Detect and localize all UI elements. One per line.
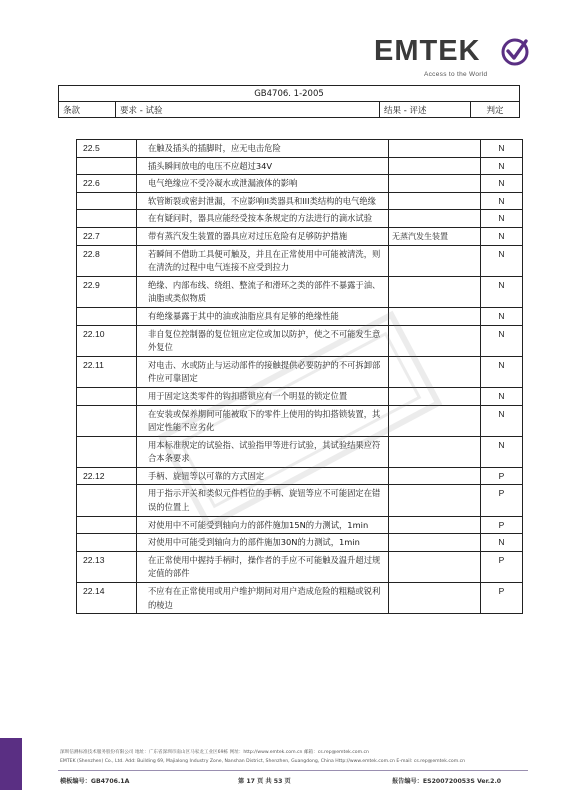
table-row	[77, 516, 523, 534]
verdict-cell: N	[481, 192, 523, 210]
result-cell	[389, 276, 481, 307]
table-row	[77, 325, 523, 356]
result-cell	[389, 405, 481, 436]
table-row	[77, 467, 523, 485]
clause-cell	[77, 485, 137, 516]
verdict-cell: N	[481, 210, 523, 228]
requirement-cell: 若瞬间不借助工具便可触及，并且在正常使用中可能被清洗，则在清洗的过程中电气连接不应受到拉力	[137, 245, 389, 276]
result-cell	[389, 245, 481, 276]
clause-cell: 22.9	[77, 276, 137, 307]
result-cell	[389, 140, 481, 158]
col-requirement-header: 要求 - 试验	[116, 102, 380, 118]
table-row	[77, 140, 523, 158]
verdict-cell: N	[481, 175, 523, 193]
result-cell	[389, 175, 481, 193]
clause-cell: 22.8	[77, 245, 137, 276]
table-row	[77, 276, 523, 307]
clause-cell	[77, 405, 137, 436]
result-cell	[389, 583, 481, 614]
table-row	[77, 307, 523, 325]
table-row	[77, 210, 523, 228]
verdict-cell: P	[481, 485, 523, 516]
clause-cell	[77, 534, 137, 552]
verdict-cell: N	[481, 227, 523, 245]
result-cell	[389, 210, 481, 228]
table-row	[77, 485, 523, 516]
clause-cell: 22.13	[77, 551, 137, 582]
table-row	[77, 436, 523, 467]
requirement-cell: 在触及插头的插脚时，应无电击危险	[137, 140, 389, 158]
requirement-cell: 在正常使用中握持手柄时，操作者的手应不可能触及温升超过规定值的部件	[137, 551, 389, 582]
requirement-cell: 不应有在正常使用或用户维护期间对用户造成危险的粗糙或锐利的棱边	[137, 583, 389, 614]
requirement-cell: 用本标准规定的试验指、试验指甲等进行试验，其试验结果应符合本条要求	[137, 436, 389, 467]
requirement-cell: 用于指示开关和类似元件档位的手柄、旋钮等应不可能固定在错误的位置上	[137, 485, 389, 516]
page-number: 第 17 页 共 53 页	[238, 778, 291, 785]
requirement-cell: 软管断裂或密封泄漏，不应影响II类器具和III类结构的电气绝缘	[137, 192, 389, 210]
table-row	[77, 583, 523, 614]
verdict-cell: N	[481, 140, 523, 158]
result-cell	[389, 534, 481, 552]
verdict-cell: N	[481, 276, 523, 307]
result-cell	[389, 436, 481, 467]
verdict-cell: P	[481, 516, 523, 534]
verdict-cell: N	[481, 245, 523, 276]
clause-cell: 22.10	[77, 325, 137, 356]
clause-cell	[77, 387, 137, 405]
table-row	[77, 356, 523, 387]
requirement-cell: 对电击、水或防止与运动部件的接触提供必要防护的不可拆卸部件应可靠固定	[137, 356, 389, 387]
requirement-cell: 带有蒸汽发生装置的器具应对过压危险有足够防护措施	[137, 227, 389, 245]
footer-address-cn: 深圳信测标准技术服务股份有限公司 地址：广东省深圳市南山区马家龙工业区69栋 网址：http://www.emtek.com.cn 邮箱：cs.rep@emtek.com.cn	[60, 750, 369, 755]
result-cell	[389, 157, 481, 175]
requirement-cell: 插头瞬间放电的电压不应超过34V	[137, 157, 389, 175]
footer-divider	[58, 770, 528, 771]
check-circle-icon	[500, 37, 530, 67]
table-row	[77, 157, 523, 175]
requirement-cell: 有绝缘暴露于其中的油或油脂应具有足够的绝缘性能	[137, 307, 389, 325]
requirement-cell: 对使用中不可能受到轴向力的部件施加15N的力测试，1min	[137, 516, 389, 534]
clause-cell	[77, 192, 137, 210]
result-cell	[389, 192, 481, 210]
result-cell: 无蒸汽发生装置	[389, 227, 481, 245]
verdict-cell: N	[481, 534, 523, 552]
verdict-cell: N	[481, 405, 523, 436]
result-cell	[389, 307, 481, 325]
requirement-cell: 用于固定这类零件的钩扣搭锁应有一个明显的锁定位置	[137, 387, 389, 405]
result-cell	[389, 516, 481, 534]
clause-cell: 22.6	[77, 175, 137, 193]
result-cell	[389, 387, 481, 405]
logo-text: EMTEK	[374, 35, 481, 67]
standard-number: GB4706. 1-2005	[59, 86, 520, 102]
clause-cell	[77, 436, 137, 467]
clause-cell: 22.14	[77, 583, 137, 614]
requirement-cell: 在安装或保养期间可能被取下的零件上使用的钩扣搭锁装置，其固定性能不应劣化	[137, 405, 389, 436]
clause-cell: 22.5	[77, 140, 137, 158]
requirement-cell: 电气绝缘应不受冷凝水或泄漏液体的影响	[137, 175, 389, 193]
table-row	[77, 551, 523, 582]
clause-cell	[77, 516, 137, 534]
verdict-cell: N	[481, 356, 523, 387]
verdict-cell: P	[481, 467, 523, 485]
logo-tagline: Access to the World	[424, 71, 488, 78]
verdict-cell: P	[481, 583, 523, 614]
table-row	[77, 175, 523, 193]
table-row	[77, 192, 523, 210]
result-cell	[389, 551, 481, 582]
requirement-cell: 在有疑问时，器具应能经受按本条规定的方法进行的滴水试验	[137, 210, 389, 228]
header-table	[58, 85, 520, 118]
footer-accent-bar	[0, 738, 22, 790]
clause-cell	[77, 307, 137, 325]
result-cell	[389, 485, 481, 516]
verdict-cell: P	[481, 551, 523, 582]
template-number: 模板编号：GB4706.1A	[60, 778, 130, 785]
clause-cell	[77, 210, 137, 228]
result-cell	[389, 325, 481, 356]
clause-table	[76, 139, 523, 614]
clause-cell: 22.7	[77, 227, 137, 245]
verdict-cell: N	[481, 436, 523, 467]
requirement-cell: 非自复位控制器的复位钮应定位或加以防护，使之不可能发生意外复位	[137, 325, 389, 356]
result-cell	[389, 356, 481, 387]
footer-address-en: EMTEK (Shenzhen) Co., Ltd. Add: Building 69, Majialong Industry Zone, Nanshan District, Shenzhen, Guangdong, China Http://www.emtek.com.cn E-mail: cs.rep@emtek.com.cn	[60, 759, 466, 764]
clause-cell: 22.12	[77, 467, 137, 485]
col-clause-header: 条款	[59, 102, 116, 118]
emtek-logo	[374, 36, 524, 76]
table-row	[77, 405, 523, 436]
table-row	[77, 227, 523, 245]
table-row	[77, 245, 523, 276]
requirement-cell: 对使用中可能受到轴向力的部件施加30N的力测试，1min	[137, 534, 389, 552]
verdict-cell: N	[481, 157, 523, 175]
verdict-cell: N	[481, 325, 523, 356]
table-row	[77, 534, 523, 552]
result-cell	[389, 467, 481, 485]
col-result-header: 结果 - 评述	[380, 102, 471, 118]
requirement-cell: 手柄、旋钮等以可靠的方式固定	[137, 467, 389, 485]
report-number: 报告编号：ES200720053S Ver.2.0	[392, 778, 502, 785]
clause-cell	[77, 157, 137, 175]
col-verdict-header: 判定	[471, 102, 520, 118]
verdict-cell: N	[481, 387, 523, 405]
requirement-cell: 绝缘、内部布线、绕组、整流子和滑环之类的部件不暴露于油、油脂或类似物质	[137, 276, 389, 307]
clause-cell: 22.11	[77, 356, 137, 387]
table-row	[77, 387, 523, 405]
verdict-cell: N	[481, 307, 523, 325]
